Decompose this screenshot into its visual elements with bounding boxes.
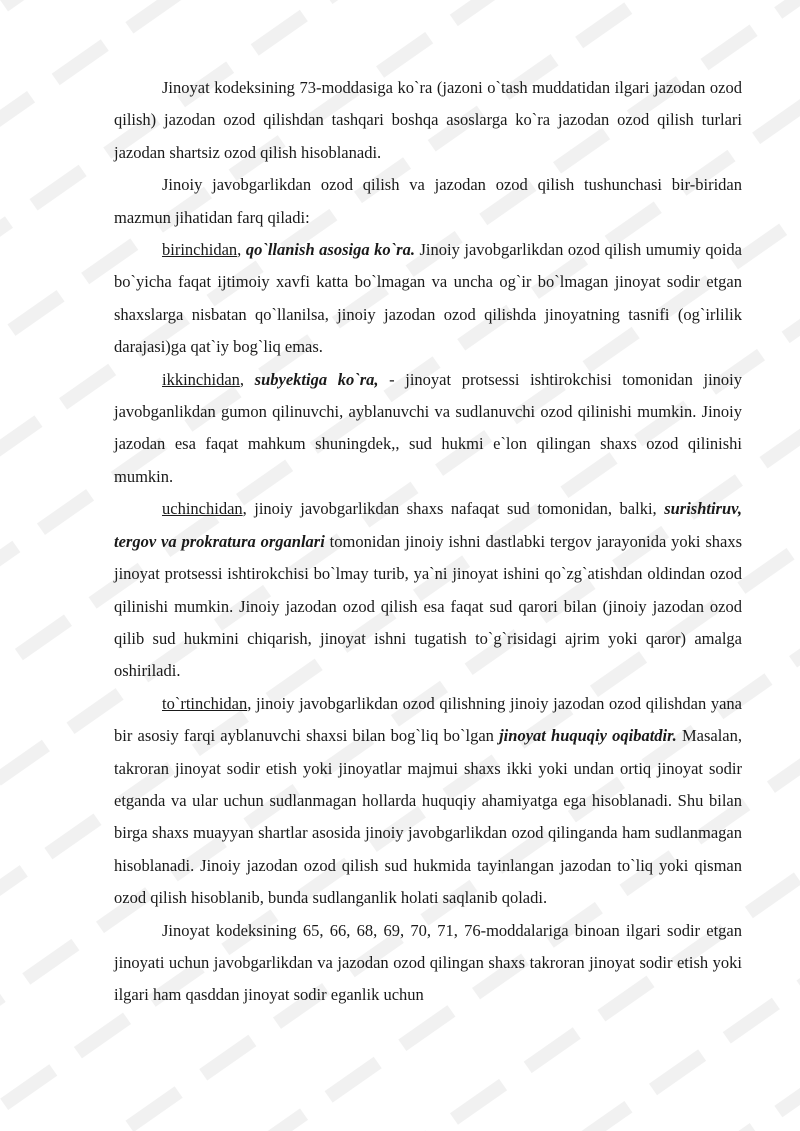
paragraph-5 bbox=[114, 493, 742, 687]
paragraph-3 bbox=[114, 234, 742, 364]
paragraph-6-mid: , jinoiy javobgarlikdan ozod qilishning jinoiy jazodan ozod qilishdan yana bir asosiy farqi ayblanuvchi shaxsi bilan bog`liq bo`lgan bbox=[114, 693, 742, 746]
paragraph-5-mid: , jinoiy javobgarlikdan shaxs nafaqat sud tomonidan, balki, bbox=[242, 499, 665, 519]
emphasis-legal-consequence: jinoyat huquqiy oqibatdir. bbox=[499, 726, 677, 746]
paragraph-5-text: tomonidan jinoiy ishni dastlabki tergov jarayonida yoki shaxs jinoyat protsessi ishtirokchisi bo`lmay turib, ya`ni jinoyat ishini qo`zg`atishdan oldindan ozod qilinishi mumkin. Jinoiy jazodan ozod qilish esa faqat sud qarori bilan (jinoiy jazodan ozod qilib sud hukmini chiqarish, jinoyat ishni tugatish to`g`risidagi ajrim yoki qaror) amalga oshiriladi. bbox=[114, 531, 743, 681]
paragraph-4 bbox=[114, 364, 742, 494]
paragraph-6 bbox=[114, 688, 742, 915]
ordinal-second: ikkinchidan bbox=[162, 369, 240, 389]
paragraph-7: Jinoyat kodeksining 65, 66, 68, 69, 70, 71, 76-moddalariga binoan ilgari sodir etgan jinoyati uchun javobgarlikdan va jazodan ozod qilingan shaxs takroran jinoyat sodir etish yoki ilgari ham qasddan jinoyat sodir eganlik uchun bbox=[114, 920, 742, 1005]
separator: , bbox=[239, 369, 255, 389]
ordinal-third: uchinchidan bbox=[162, 499, 243, 519]
paragraph-3-text: Jinoiy javobgarlikdan ozod qilish umumiy qoida bo`yicha faqat ijtimoiy xavfi katta bo`lmagan va uncha og`ir bo`lmagan jinoyat sodir etgan shaxslarga nisbatan qo`llanilsa, jinoiy jazodan ozod qilishda jinoyatning tasnifi (og`irlilik darajasi)ga qat`iy bog`liq emas. bbox=[114, 240, 743, 357]
ordinal-fourth: to`rtinchidan bbox=[162, 693, 248, 713]
paragraph-6-text: Masalan, takroran jinoyat sodir etish yoki jinoyatlar majmui shaxs ikki yoki undan ortiq jinoyat sodir etganda va ular uchun sudlanmagan hollarda huquqiy ahamiyatga ega hisoblanadi. Shu bilan birga shaxs muayyan shartlar asosida jinoiy javobgarlikdan ozod qilinganda ham sudlanmagan hisoblanadi. Jinoiy jazodan ozod qilish sud hukmida tayinlangan jazodan to`liq yoki qisman ozod qilish hisoblanib, bunda sudlanganlik holati saqlanib qoladi. bbox=[114, 726, 742, 908]
paragraph-4-text: - jinoyat protsessi ishtirokchisi tomonidan jinoiy javobganlikdan gumon qilinuvchi, ayblanuvchi va sudlanuvchi ozod qilinishi mumkin. Jinoiy jazodan esa faqat mahkum shuningdek,, sud hukmi e`lon qilingan shaxs ozod qilinishi mumkin. bbox=[114, 369, 743, 486]
emphasis-application-basis: qo`llanish asosiga ko`ra. bbox=[245, 240, 415, 260]
emphasis-subject: subyektiga ko`ra, bbox=[254, 369, 379, 389]
paragraph-1: Jinoyat kodeksining 73-moddasiga ko`ra (jazoni o`tash muddatidan ilgari jazodan ozod qilish) jazodan ozod qilishdan tashqari boshqa asoslarga ko`ra jazodan ozod qilish turlari jazodan shartsiz ozod qilish hisoblanadi. bbox=[114, 78, 742, 162]
separator: , bbox=[237, 240, 246, 260]
document-page bbox=[114, 72, 742, 1012]
ordinal-first: birinchidan bbox=[162, 240, 238, 260]
paragraph-2: Jinoiy javobgarlikdan ozod qilish va jazodan ozod qilish tushunchasi bir-biridan mazmun jihatidan farq qiladi: bbox=[114, 175, 742, 227]
emphasis-organs: surishtiruv, tergov va prokratura organlari bbox=[114, 499, 742, 551]
